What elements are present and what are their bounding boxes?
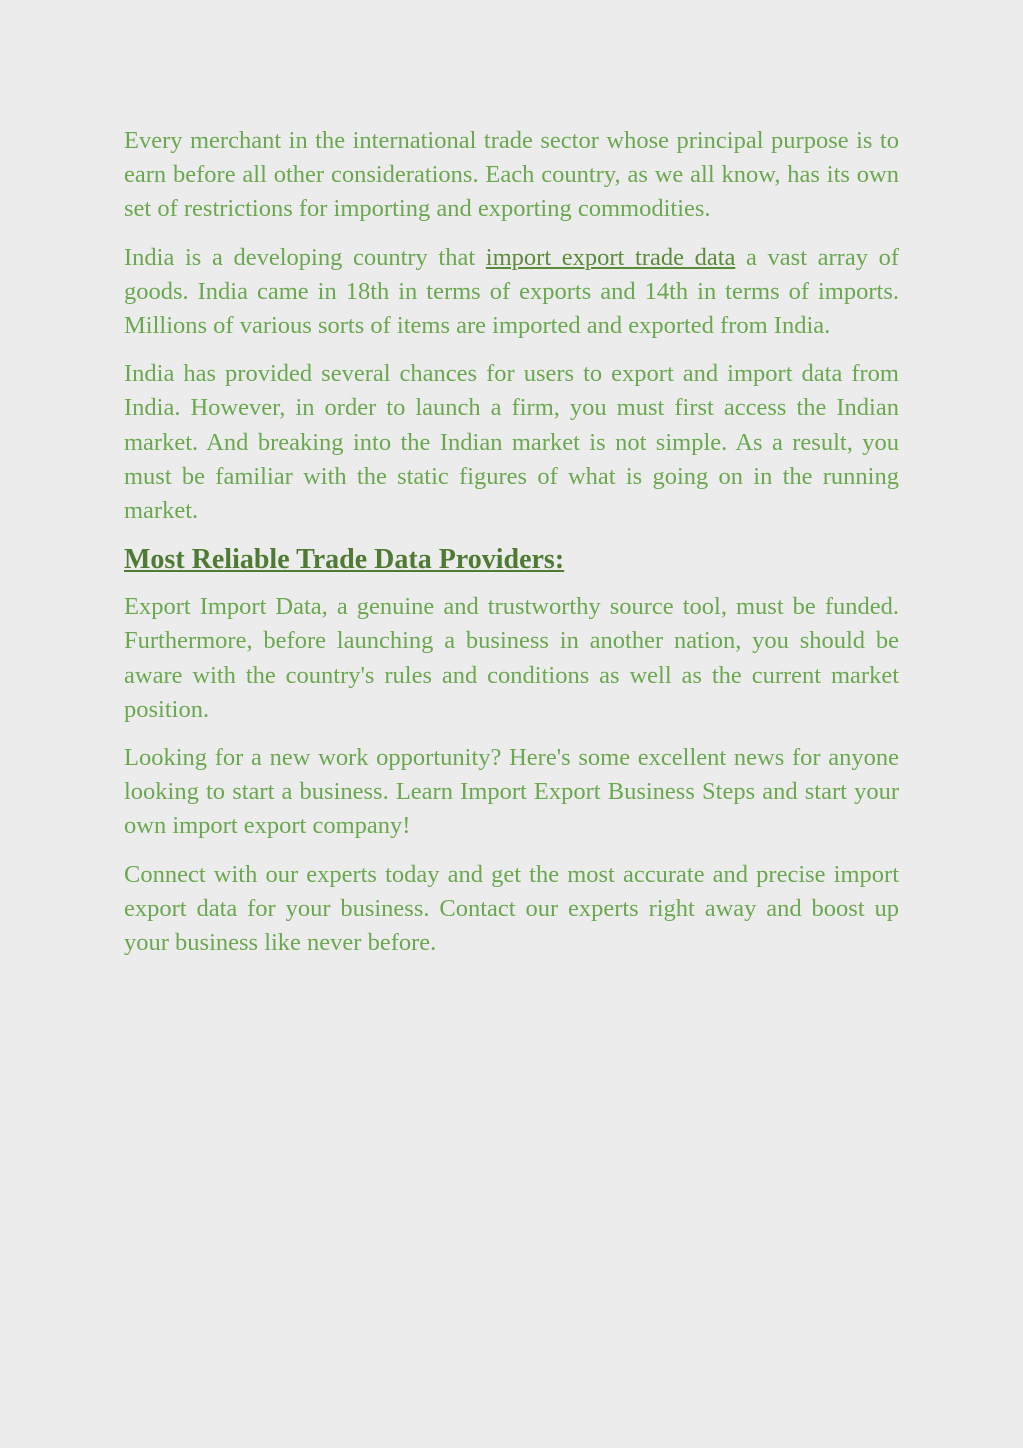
paragraph-intro: Every merchant in the international trade sector whose principal purpose is to earn before all other considerations. Each country, as we all know, has its own set of restrictions for importing and exporting commodities. — [124, 127, 899, 223]
paragraph-opportunity: Looking for a new work opportunity? Here's some excellent news for anyone looking to start a business. Learn Import Export Business Steps and start your own import export company! — [124, 744, 899, 840]
section-heading: Most Reliable Trade Data Providers: — [124, 544, 565, 576]
import-export-trade-data-link[interactable]: import export trade data — [485, 243, 736, 271]
paragraph-contact: Connect with our experts today and get the most accurate and precise import export data for your business. Contact our experts right away and boost up your business like never before. — [124, 860, 899, 957]
document-body — [124, 124, 899, 974]
paragraph-india-trade-start: India is a developing country that — [124, 243, 486, 271]
paragraph-india-trade-end: a vast array of goods. India came in 18th in terms of exports and 14th in terms of imports. Millions of various sorts of items are imported and exported from India. — [124, 243, 899, 340]
paragraph-indian-market: India has provided several chances for users to export and import data from India. However, in order to launch a firm, you must first access the Indian market. And breaking into the Indian market is not simple. As a result, you must be familiar with the static figures of what is going on in the running market. — [124, 360, 899, 525]
paragraph-india-trade — [124, 241, 899, 344]
paragraph-data-source: Export Import Data, a genuine and trustworthy source tool, must be funded. Furthermore, before launching a business in another nation, you should be aware with the country's rules and conditions as well as the current market position. — [124, 593, 899, 723]
